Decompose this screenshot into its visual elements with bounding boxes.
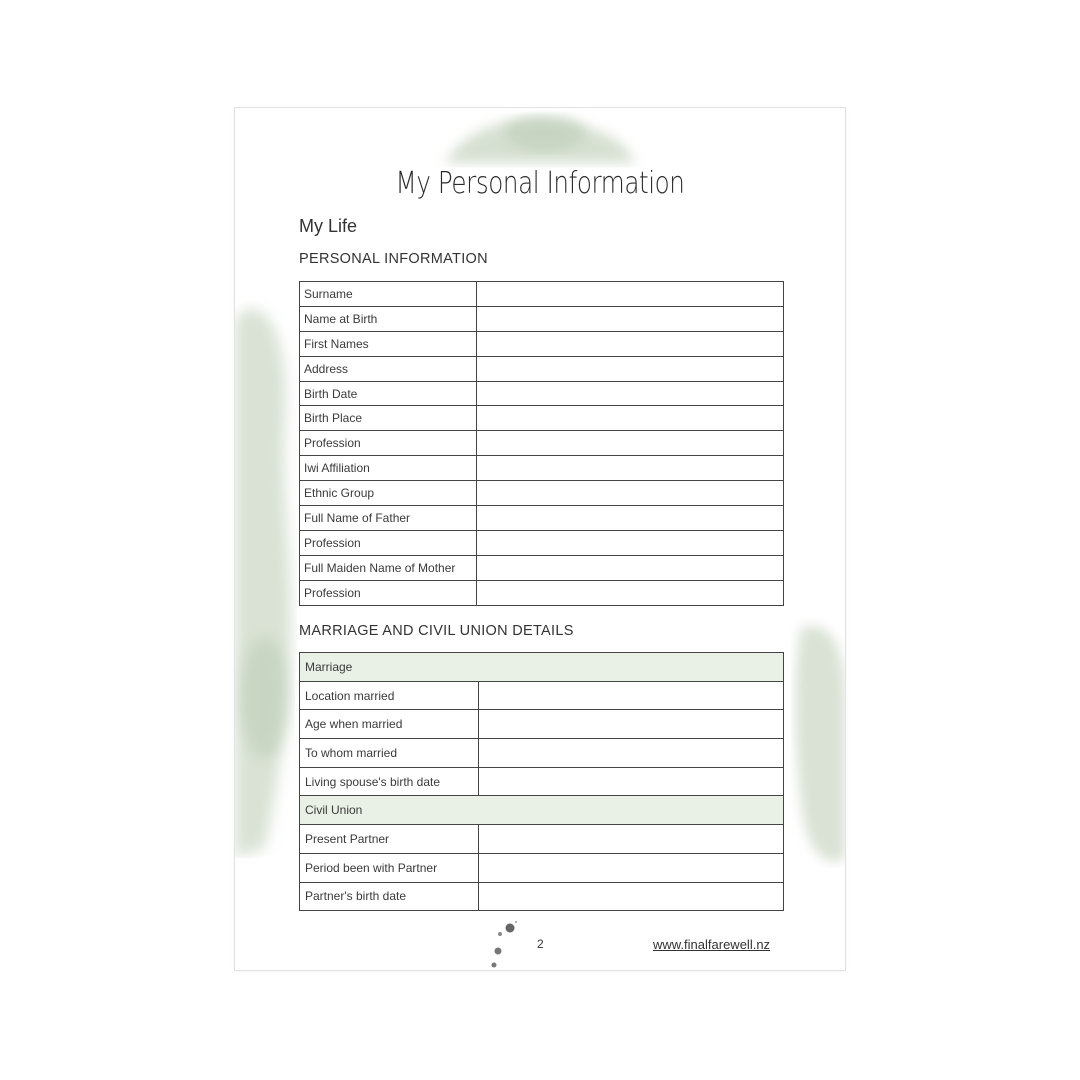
field-value[interactable] [477,381,784,406]
field-label: Birth Date [300,381,477,406]
field-label: Full Maiden Name of Mother [300,555,477,580]
page-title: My Personal Information [395,166,685,201]
field-value[interactable] [477,481,784,506]
website-link[interactable]: www.finalfarewell.nz [653,937,771,952]
field-value[interactable] [477,580,784,605]
field-value[interactable] [479,882,784,911]
page-number: 2 [537,937,544,951]
marriage-table [299,652,784,911]
field-value[interactable] [477,306,784,331]
field-label: First Names [300,331,477,356]
form-row [300,710,784,739]
field-value[interactable] [479,853,784,882]
field-label: Profession [300,530,477,555]
form-row [300,431,784,456]
form-row [300,739,784,768]
field-label: Birth Place [300,406,477,431]
field-value[interactable] [479,681,784,710]
field-label: Profession [300,580,477,605]
field-label: Living spouse's birth date [300,767,479,796]
field-value[interactable] [479,767,784,796]
field-label: Age when married [300,710,479,739]
field-value[interactable] [477,406,784,431]
form-row [300,306,784,331]
field-value[interactable] [477,506,784,531]
civil-group-label: Civil Union [300,796,784,825]
form-row [300,767,784,796]
marriage-heading: MARRIAGE AND CIVIL UNION DETAILS [299,623,574,639]
field-value[interactable] [477,356,784,381]
field-label: Full Name of Father [300,506,477,531]
page-subtitle: My Life [299,216,358,236]
form-row [300,356,784,381]
civil-group-row [300,796,784,825]
field-label: Name at Birth [300,306,477,331]
field-value[interactable] [477,456,784,481]
form-row [300,825,784,854]
form-row [300,331,784,356]
field-value[interactable] [479,710,784,739]
field-label: To whom married [300,739,479,768]
marriage-group-label: Marriage [300,653,784,682]
form-row [300,381,784,406]
form-row [300,456,784,481]
marriage-group-row [300,653,784,682]
form-row [300,506,784,531]
ink-dots-decoration [487,920,517,970]
watercolor-top-decoration [425,108,645,168]
personal-info-heading: PERSONAL INFORMATION [299,251,488,267]
document-page [235,108,845,970]
field-value[interactable] [477,431,784,456]
form-row [300,555,784,580]
form-row [300,530,784,555]
field-value[interactable] [477,555,784,580]
form-row [300,406,784,431]
form-row [300,580,784,605]
form-row [300,481,784,506]
field-value[interactable] [477,530,784,555]
field-label: Address [300,356,477,381]
personal-info-table [299,281,784,606]
field-label: Surname [300,282,477,307]
field-label: Partner's birth date [300,882,479,911]
field-label: Profession [300,431,477,456]
form-row [300,853,784,882]
form-row [300,282,784,307]
watercolor-right-decoration [791,618,845,868]
field-label: Period been with Partner [300,853,479,882]
field-label: Ethnic Group [300,481,477,506]
field-value[interactable] [479,739,784,768]
field-value[interactable] [477,282,784,307]
field-label: Present Partner [300,825,479,854]
field-value[interactable] [477,331,784,356]
field-label: Iwi Affiliation [300,456,477,481]
watercolor-left-decoration [235,278,305,858]
field-value[interactable] [479,825,784,854]
field-label: Location married [300,681,479,710]
form-row [300,882,784,911]
form-row [300,681,784,710]
